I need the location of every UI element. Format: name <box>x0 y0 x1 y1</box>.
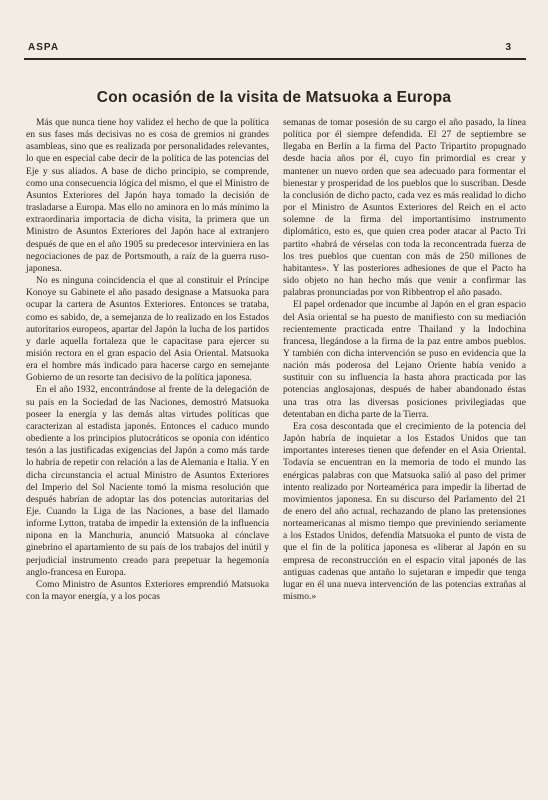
paragraph: Más que nunca tiene hoy validez el hecho de que la política en sus fases más decisivas no es cosa de gremios ni grandes asambleas, sino que es realizada por personalidades relevantes, lo que en especial cabe decir de la política de las potencias del Eje y sus aliados. A base de dicho principio, se comprende, como una consecuencia lógica del mismo, el que el Ministro de Asuntos Exteriores del Japón haya tomado la decisión de trasladarse a Europa. Mas ello no aminora en lo más mínimo la extraordinaria importacia de dicha visita, la primera que un Ministro de Asuntos Exteriores del Japón hace al extranjero después de que en el año 1905 su predecesor interviniera en las negociaciones de paz de Portsmouth, a raíz de la guerra ruso-japonesa. <box>26 117 269 274</box>
paragraph: Como Ministro de Asuntos Exteriores emprendió Matsuoka con la mayor energía, y a los pocas <box>26 578 269 603</box>
header-rule <box>24 58 526 60</box>
paragraph: En el año 1932, encontrándose al frente de la delegación de su país en la Sociedad de las Naciones, demostró Matsuoka poseer la energía y las demás altas virtudes políticas que caracterizan al estadista japonés. Entonces el caduco mundo obediente a los principios plutocráticos se oponía con idéntico tesón a las justificadas exigencias del Japón a como más tarde lo habría de repetir con relación a las de Alemania e Italia. Y en dicha circunstancia el actual Ministro de Asuntos Exteriores del Imperio del Sol Naciente tomó la misma resolución que después habrían de adoptar las dos potencias autoritarias del Eje. Cuando la Liga de las Naciones, a base del llamado informe Lytton, trataba de impedir la extensión de la influencia nipona en la Manchuria, anunció Matsuoka al cónclave ginebrino el apartamiento de su país de los trabajos del inútil y perjudicial instrumento creado para prepetuar la hegemonía anglo-francesa en Europa. <box>26 384 269 578</box>
article-body <box>26 117 526 603</box>
paragraph: semanas de tomar posesión de su cargo el año pasado, la línea política por él siempre defendida. El 27 de septiembre se llegaba en Berlín a la firma del Pacto Tripartito propugnado desde hacía años por él, cuyo fin primordial es crear y mantener un nuevo orden que sea adecuado para formentar el bienestar y prosperidad de los pueblos que lo suscriban. Desde la conclusión de dicho pacto, cada vez es más realidad lo dicho por el Ministro de Asuntos Exteriores del Reich en el acto solemne de la firma del importantísimo instrumento diplomático, esto es, que quien crea poder atacar al Pacto Tri partito «habrá de vérselas con toda la reconcentrada fuerza de los tres pueblos que cuentan con más de 250 millones de habitantes». Y las posteriores adhesiones de que el Pacto ha sido objeto no han hecho más que venir a confirmar las palabras pronunciadas por von Ribbentrop el año pasado. <box>283 117 526 299</box>
right-column <box>283 117 526 603</box>
paragraph: Era cosa descontada que el crecimiento de la potencia del Japón habría de inquietar a los Estados Unidos que tan importantes intereses tienen que defender en el Asia Oriental. Todavía se encuentran en la memoria de todo el mundo las enérgicas palabras con que Matsuoka salió al paso del primer intento realizado por Norteamérica para impedir la libertad de movimientos japonesa. En su discurso del Parlamento del 21 de enero del año actual, rechazando de plano las pretensiones norteamericanas al mismo tiempo que previniendo seriamente a los Estados Unidos, defendía Matsuoka el punto de vista de que el fin de la política japonesa es «liberar al Japón en su empresa de reconstrucción en el espacio vital japonés de las antiguas cadenas que antaño lo sujetaran e impedir que tenga lugar en él una nueva intervención de las potencias extrañas al mismo.» <box>283 420 526 603</box>
paragraph: No es ninguna coincidencia el que al constituir el Príncipe Konoye su Gabinete el año pasado designase a Matsuoka para ocupar la cartera de Asuntos Exteriores. Entonces se trataba, como es sabido, de, a semejanza de lo realizado en los Estados autoritarios europeos, apartar del Japón la lucha de los partidos y darle aquella fortaleza que le capacitase para ejercer su misión rectora en el gran espacio del Asia Oriental. Matsuoka era el hombre más indicado para hacerse cargo en semejante Gobierno de un resorte tan decisivo de la política japonesa. <box>26 275 269 384</box>
page-header <box>28 42 512 53</box>
page-number: 3 <box>505 42 512 53</box>
running-head: ASPA <box>28 42 60 53</box>
article-title: Con ocasión de la visita de Matsuoka a Europa <box>96 89 452 106</box>
paragraph: El papel ordenador que incumbe al Japón en el gran espacio del Asia oriental se ha puesto de manifiesto con su mediación recientemente practicada entre Thailand y la Indochina francesa, llegándose a la firma de la paz entre ambos pueblos. Y también con dicha intervención se puso en evidencia que la nación más poderosa del Lejano Oriente había venido a sustituir con su influencia la hasta ahora practicada por las potencias anglosajonas, después de haber abandonado éstas una tras otra las diversas posiciones privilegiadas que detentaban en dicha parte de la Tierra. <box>283 299 526 420</box>
left-column <box>26 117 269 603</box>
